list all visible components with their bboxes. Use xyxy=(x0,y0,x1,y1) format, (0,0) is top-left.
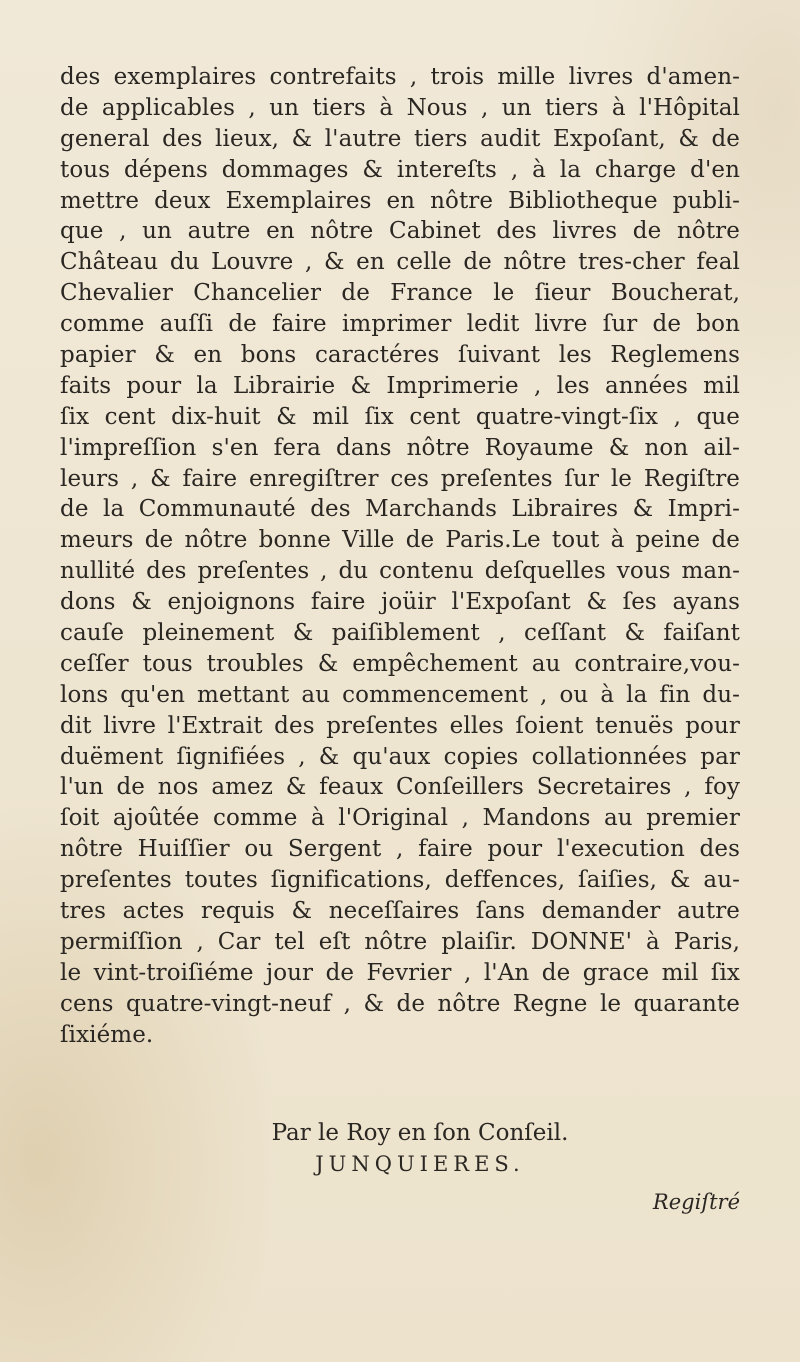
text-line: des exemplaires contrefaits , trois mille livres d'amen- xyxy=(60,64,740,90)
text-line: ſix cent dix-huit & mil ſix cent quatre-vingt-ſix , que xyxy=(60,403,740,430)
body-text xyxy=(60,62,740,1051)
text-line: faits pour la Librairie & Imprimerie , les années mil xyxy=(60,372,740,399)
signatory-name: JUNQUIERES. xyxy=(315,1152,525,1176)
text-line: l'impreſſion s'en fera dans nôtre Royaume & non ail- xyxy=(60,434,740,461)
text-line: mettre deux Exemplaires en nôtre Bibliotheque publi- xyxy=(60,187,740,214)
text-line: preſentes toutes ſignifications, deffences, ſaiſies, & au- xyxy=(60,867,740,894)
text-line: meurs de nôtre bonne Ville de Paris.Le tout à peine de xyxy=(60,527,740,554)
text-line: Chevalier Chancelier de France le ſieur Boucherat, xyxy=(60,280,740,307)
text-line: ceſſer tous troubles & empêchement au contraire,vou- xyxy=(60,650,740,677)
text-line: dons & enjoignons faire joüir l'Expoſant & ſes ayans xyxy=(60,589,740,616)
text-line: cauſe pleinement & paiſiblement , ceſſant & faiſant xyxy=(60,620,740,647)
text-line: ſixiéme. xyxy=(60,1021,154,1048)
text-line: Château du Louvre , & en celle de nôtre tres-cher feal xyxy=(60,249,740,276)
text-line: ſoit ajoûtée comme à l'Original , Mandons au premier xyxy=(60,805,740,832)
text-line: nôtre Huiſſier ou Sergent , faire pour l'execution des xyxy=(60,836,740,863)
text-line: dit livre l'Extrait des preſentes elles ſoient tenuës pour xyxy=(60,712,740,739)
text-line: permiſſion , Car tel eſt nôtre plaiſir. DONNE' à Paris, xyxy=(60,928,740,955)
text-line: cens quatre-vingt-neuf , & de nôtre Regne le quarante xyxy=(60,990,740,1017)
text-line: papier & en bons caractéres ſuivant les Reglemens xyxy=(60,342,740,369)
text-line: tous dépens dommages & intereſts , à la charge d'en xyxy=(60,156,740,183)
text-line: le vint-troiſiéme jour de Fevrier , l'An de grace mil ſix xyxy=(60,959,740,986)
text-line: de applicables , un tiers à Nous , un tiers à l'Hôpital xyxy=(60,94,740,121)
text-line: nullité des preſentes , du contenu deſquelles vous man- xyxy=(60,558,740,585)
text-line: comme auſſi de faire imprimer ledit livre ſur de bon xyxy=(60,311,740,338)
text-line: de la Communauté des Marchands Libraires & Impri- xyxy=(60,496,740,523)
signature-attribution: Par le Roy en ſon Conſeil. xyxy=(271,1120,569,1146)
text-line: que , un autre en nôtre Cabinet des livres de nôtre xyxy=(60,218,740,245)
text-line: leurs , & faire enregiſtrer ces preſentes ſur le Regiſtre xyxy=(60,465,740,492)
text-line: l'un de nos amez & feaux Conſeillers Secretaires , foy xyxy=(60,774,740,801)
text-line: tres actes requis & neceſſaires ſans demander autre xyxy=(60,898,740,925)
text-line: duëment ſignifiées , & qu'aux copies collationnées par xyxy=(60,743,740,770)
catchword: Regiſtré xyxy=(652,1190,740,1214)
text-line: general des lieux, & l'autre tiers audit Expoſant, & de xyxy=(60,125,740,152)
text-line: lons qu'en mettant au commencement , ou à la fin du- xyxy=(60,681,740,708)
